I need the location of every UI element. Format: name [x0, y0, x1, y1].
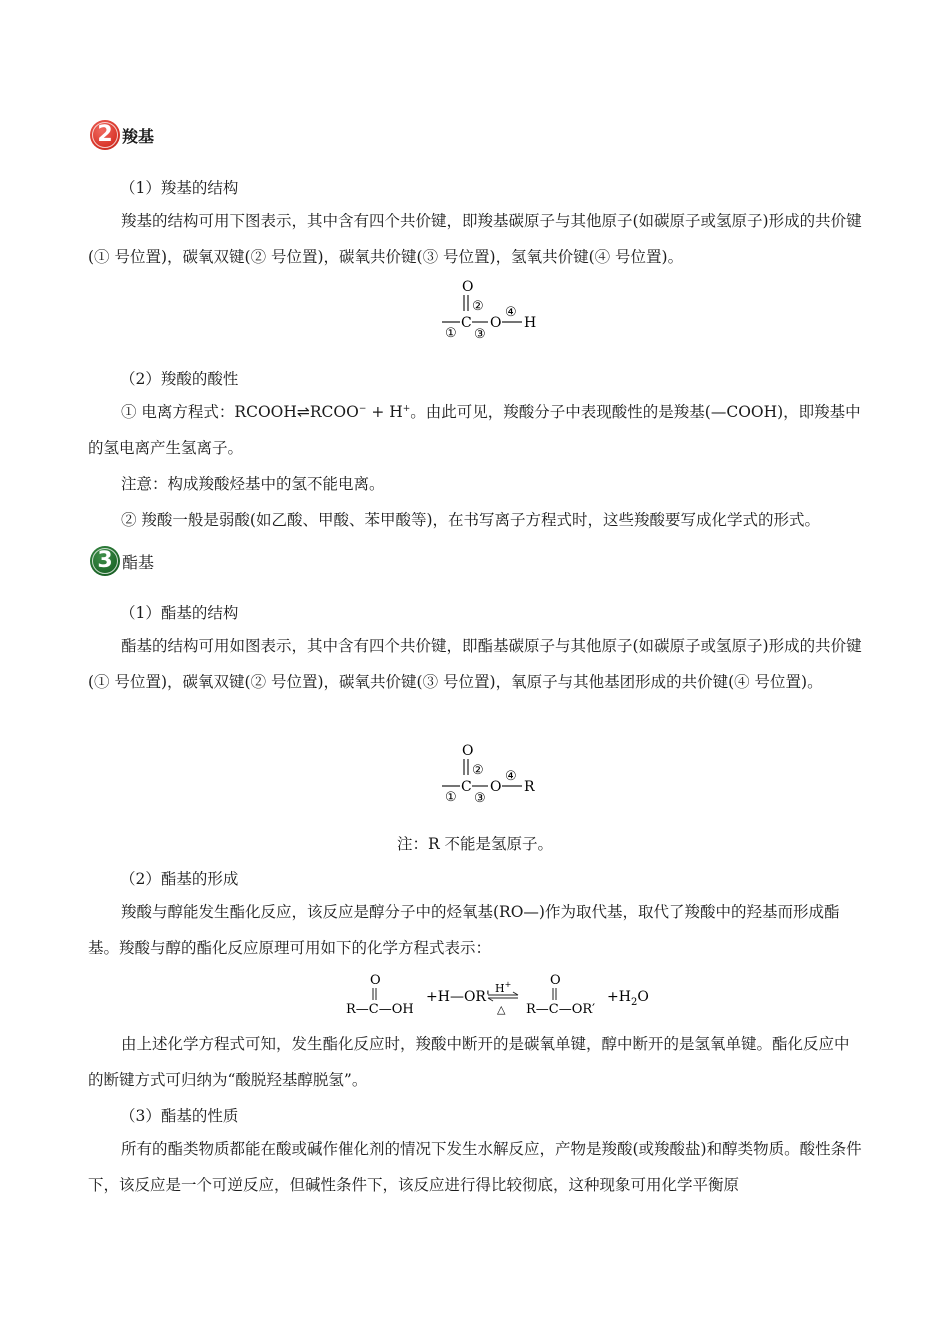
paragraph: 酯基的结构可用如图表示，其中含有四个共价键，即酯基碳原子与其他原子(如碳原子或氢原子)形成的共价键(① 号位置)，碳氧双键(② 号位置)，碳氧共价键(③ 号位置)，氧原子与其他基团形成的共价键(④ 号位置)。	[88, 637, 862, 691]
atom-label: O	[370, 973, 381, 988]
subheading: （2）酯基的形成	[120, 870, 239, 888]
bond-marker: ③	[474, 791, 486, 804]
atom-label: C	[461, 779, 472, 795]
paragraph: ② 羧酸一般是弱酸(如乙酸、甲酸、苯甲酸等)，在书写离子方程式时，这些羧酸要写成化学式的形式。	[121, 511, 821, 529]
catalyst-label: H+	[495, 980, 512, 995]
product-ester: R—C—OR′	[526, 1002, 596, 1017]
subheading: （3）酯基的性质	[120, 1107, 239, 1125]
subheading: （1）酯基的结构	[120, 604, 239, 622]
section-title: 酯基	[122, 552, 155, 572]
esterification-equation	[340, 970, 660, 1018]
paragraph: 所有的酯类物质都能在酸或碱作催化剂的情况下发生水解反应，产物是羧酸(或羧酸盐)和醇类物质。酸性条件下，该反应是一个可逆反应，但碱性条件下，该反应进行得比较彻底，这种现象可用化学平衡原	[88, 1140, 862, 1194]
paragraph: 羧基的结构可用下图表示，其中含有四个共价键，即羧基碳原子与其他原子(如碳原子或氢原子)形成的共价键(① 号位置)，碳氧双键(② 号位置)，碳氧共价键(③ 号位置)，氢氧共价键(④ 号位置)。	[88, 212, 862, 266]
section-3-heading	[90, 544, 154, 578]
number-badge-icon: 3	[90, 546, 120, 576]
bond-marker: ②	[472, 299, 484, 314]
heat-label: △	[497, 1003, 506, 1016]
ester-note: 注：R 不能是氢原子。	[396, 835, 554, 853]
product-water: $+H_2O$	[607, 989, 649, 1008]
paragraph: 由上述化学方程式可知，发生酯化反应时，羧酸中断开的是碳氧单键，醇中断开的是氢氧单键。酯化反应中的断键方式可归纳为“酸脱羟基醇脱氢”。	[88, 1035, 850, 1089]
section-title: 羧基	[122, 126, 155, 146]
reactant-acid: R—C—OH	[346, 1002, 414, 1017]
bond-marker: ①	[445, 326, 457, 340]
atom-label: O	[490, 779, 502, 795]
bond-marker: ③	[474, 327, 486, 340]
atom-label: R	[524, 779, 535, 795]
subheading: （2）羧酸的酸性	[120, 370, 239, 388]
atom-label: C	[461, 315, 472, 331]
note: 注意：构成羧酸烃基中的氢不能电离。	[121, 475, 385, 493]
bond-marker: ②	[472, 763, 484, 778]
number-badge-icon: 2	[90, 120, 120, 150]
atom-label: H	[524, 315, 537, 331]
atom-label: O	[462, 743, 474, 759]
bond-marker: ④	[505, 769, 517, 784]
atom-label: O	[462, 279, 474, 295]
carboxyl-structure-diagram	[438, 278, 548, 340]
ester-structure-diagram	[438, 742, 548, 804]
bond-marker: ④	[505, 305, 517, 320]
atom-label: O	[490, 315, 502, 331]
paragraph: 羧酸与醇能发生酯化反应，该反应是醇分子中的烃氧基(RO—)作为取代基，取代了羧酸中的羟基而形成酯基。羧酸与醇的酯化反应原理可用如下的化学方程式表示：	[88, 903, 840, 957]
reactant-alcohol: +H—OR'	[426, 989, 490, 1005]
subheading: （1）羧基的结构	[120, 179, 239, 197]
bond-marker: ①	[445, 790, 457, 804]
paragraph-ionization: ① 电离方程式：RCOOH⇌RCOO− + H+。由此可见，羧酸分子中表现酸性的是羧基(—COOH)，即羧基中的氢电离产生氢离子。	[88, 403, 861, 457]
section-2-heading	[90, 118, 154, 152]
atom-label: O	[550, 973, 561, 988]
